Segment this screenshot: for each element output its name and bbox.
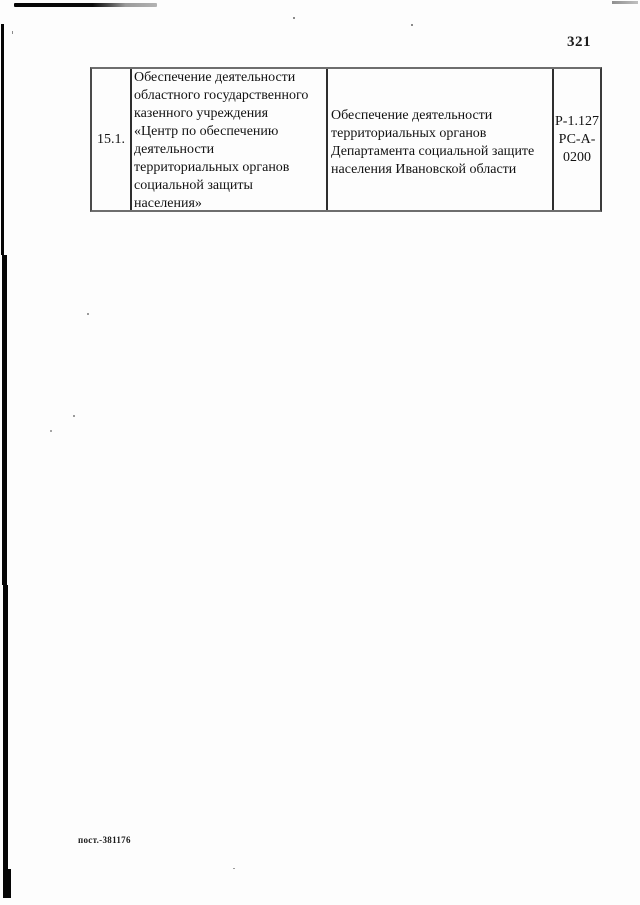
scan-speck	[12, 31, 13, 34]
code-line: 0200	[563, 149, 591, 165]
text-line: Департамента социальной защите	[331, 143, 535, 159]
footer-document-code: пост.-381176	[78, 835, 131, 845]
text-line: территориальных органов	[134, 160, 290, 175]
text-line: Обеспечение деятельности	[134, 70, 296, 85]
table-cell-activity	[326, 69, 552, 210]
text-line: областного государственного	[134, 88, 309, 103]
scan-speck	[50, 430, 52, 432]
row-index-label: 15.1.	[97, 131, 125, 147]
text-line: деятельности	[134, 142, 215, 157]
text-line: территориальных органов	[331, 125, 487, 141]
scan-artifact-top-right-dash	[612, 1, 638, 4]
code-line: Р-1.127	[555, 113, 599, 129]
page-number: 321	[567, 34, 591, 50]
functions-table	[90, 67, 602, 212]
scan-artifact-left-edge	[3, 585, 8, 870]
scan-speck	[73, 415, 75, 417]
text-line: населения Ивановской области	[331, 161, 517, 177]
text-line: казенного учреждения	[134, 106, 269, 121]
scan-speck	[87, 313, 89, 315]
text-line: «Центр по обеспечению	[134, 124, 279, 139]
scan-artifact-left-edge	[3, 869, 11, 898]
table-cell-code	[552, 69, 600, 210]
code-line: РС-А-	[558, 131, 596, 147]
text-line: Обеспечение деятельности	[331, 107, 493, 123]
scan-speck	[411, 24, 413, 26]
table-cell-institution	[130, 69, 326, 210]
scan-artifact-left-edge	[2, 255, 7, 585]
text-line: социальной защиты	[134, 178, 253, 193]
scan-artifact-left-edge	[1, 24, 4, 255]
scan-artifact-top-line	[14, 3, 157, 7]
scan-speck	[233, 868, 235, 869]
table-cell-row-index	[92, 69, 130, 210]
scan-speck	[293, 17, 295, 19]
text-line: населения»	[134, 196, 202, 211]
